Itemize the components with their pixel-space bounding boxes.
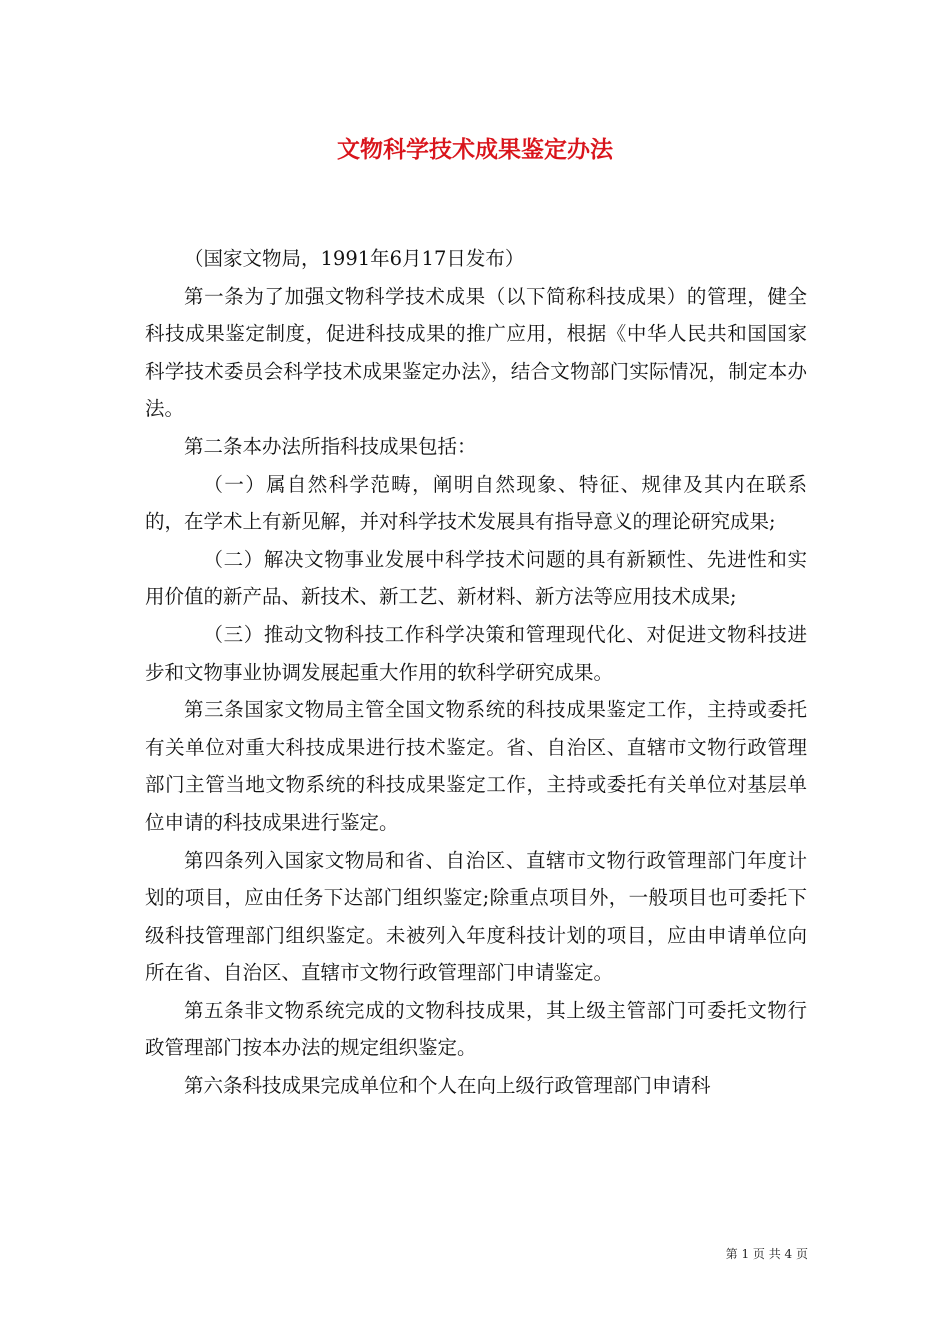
paragraph-article-2: 第二条本办法所指科技成果包括： (184, 434, 477, 458)
paragraph-item-3: （三）推动文物科技工作科学决策和管理现代化、对促进文物科技进步和文物事业协调发展起重大作用的软科学研究成果。 (145, 622, 807, 684)
document-body (145, 240, 807, 1105)
paragraph-article-3: 第三条国家文物局主管全国文物系统的科技成果鉴定工作，主持或委托有关单位对重大科技成果进行技术鉴定。省、自治区、直辖市文物行政管理部门主管当地文物系统的科技成果鉴定工作，主持或委托有关单位对基层单位申请的科技成果进行鉴定。 (145, 698, 807, 834)
paragraph-article-4: 第四条列入国家文物局和省、自治区、直辖市文物行政管理部门年度计划的项目，应由任务下达部门组织鉴定;除重点项目外，一般项目也可委托下级科技管理部门组织鉴定。未被列入年度科技计划的项目，应由申请单位向所在省、自治区、直辖市文物行政管理部门申请鉴定。 (145, 848, 807, 985)
page-number: 第 1 页 共 4 页 (725, 1247, 808, 1261)
paragraph-item-1: （一）属自然科学范畴，阐明自然现象、特征、规律及其内在联系的，在学术上有新见解，并对科学技术发展具有指导意义的理论研究成果; (145, 472, 807, 534)
paragraph-article-6: 第六条科技成果完成单位和个人在向上级行政管理部门申请科 (184, 1074, 711, 1098)
paragraph-article-5: 第五条非文物系统完成的文物科技成果，其上级主管部门可委托文物行政管理部门按本办法的规定组织鉴定。 (145, 998, 807, 1060)
document-title: 文物科学技术成果鉴定办法 (337, 136, 613, 163)
paragraph-article-1: 第一条为了加强文物科学技术成果（以下简称科技成果）的管理，健全科技成果鉴定制度，促进科技成果的推广应用，根据《中华人民共和国国家科学技术委员会科学技术成果鉴定办法》，结合文物部门实际情况，制定本办法。 (145, 284, 807, 421)
paragraph-publish-info: （国家文物局，1991年6月17日发布） (184, 247, 525, 270)
paragraph-item-2: （二）解决文物事业发展中科学技术问题的具有新颖性、先进性和实用价值的新产品、新技术、新工艺、新材料、新方法等应用技术成果; (145, 547, 807, 609)
